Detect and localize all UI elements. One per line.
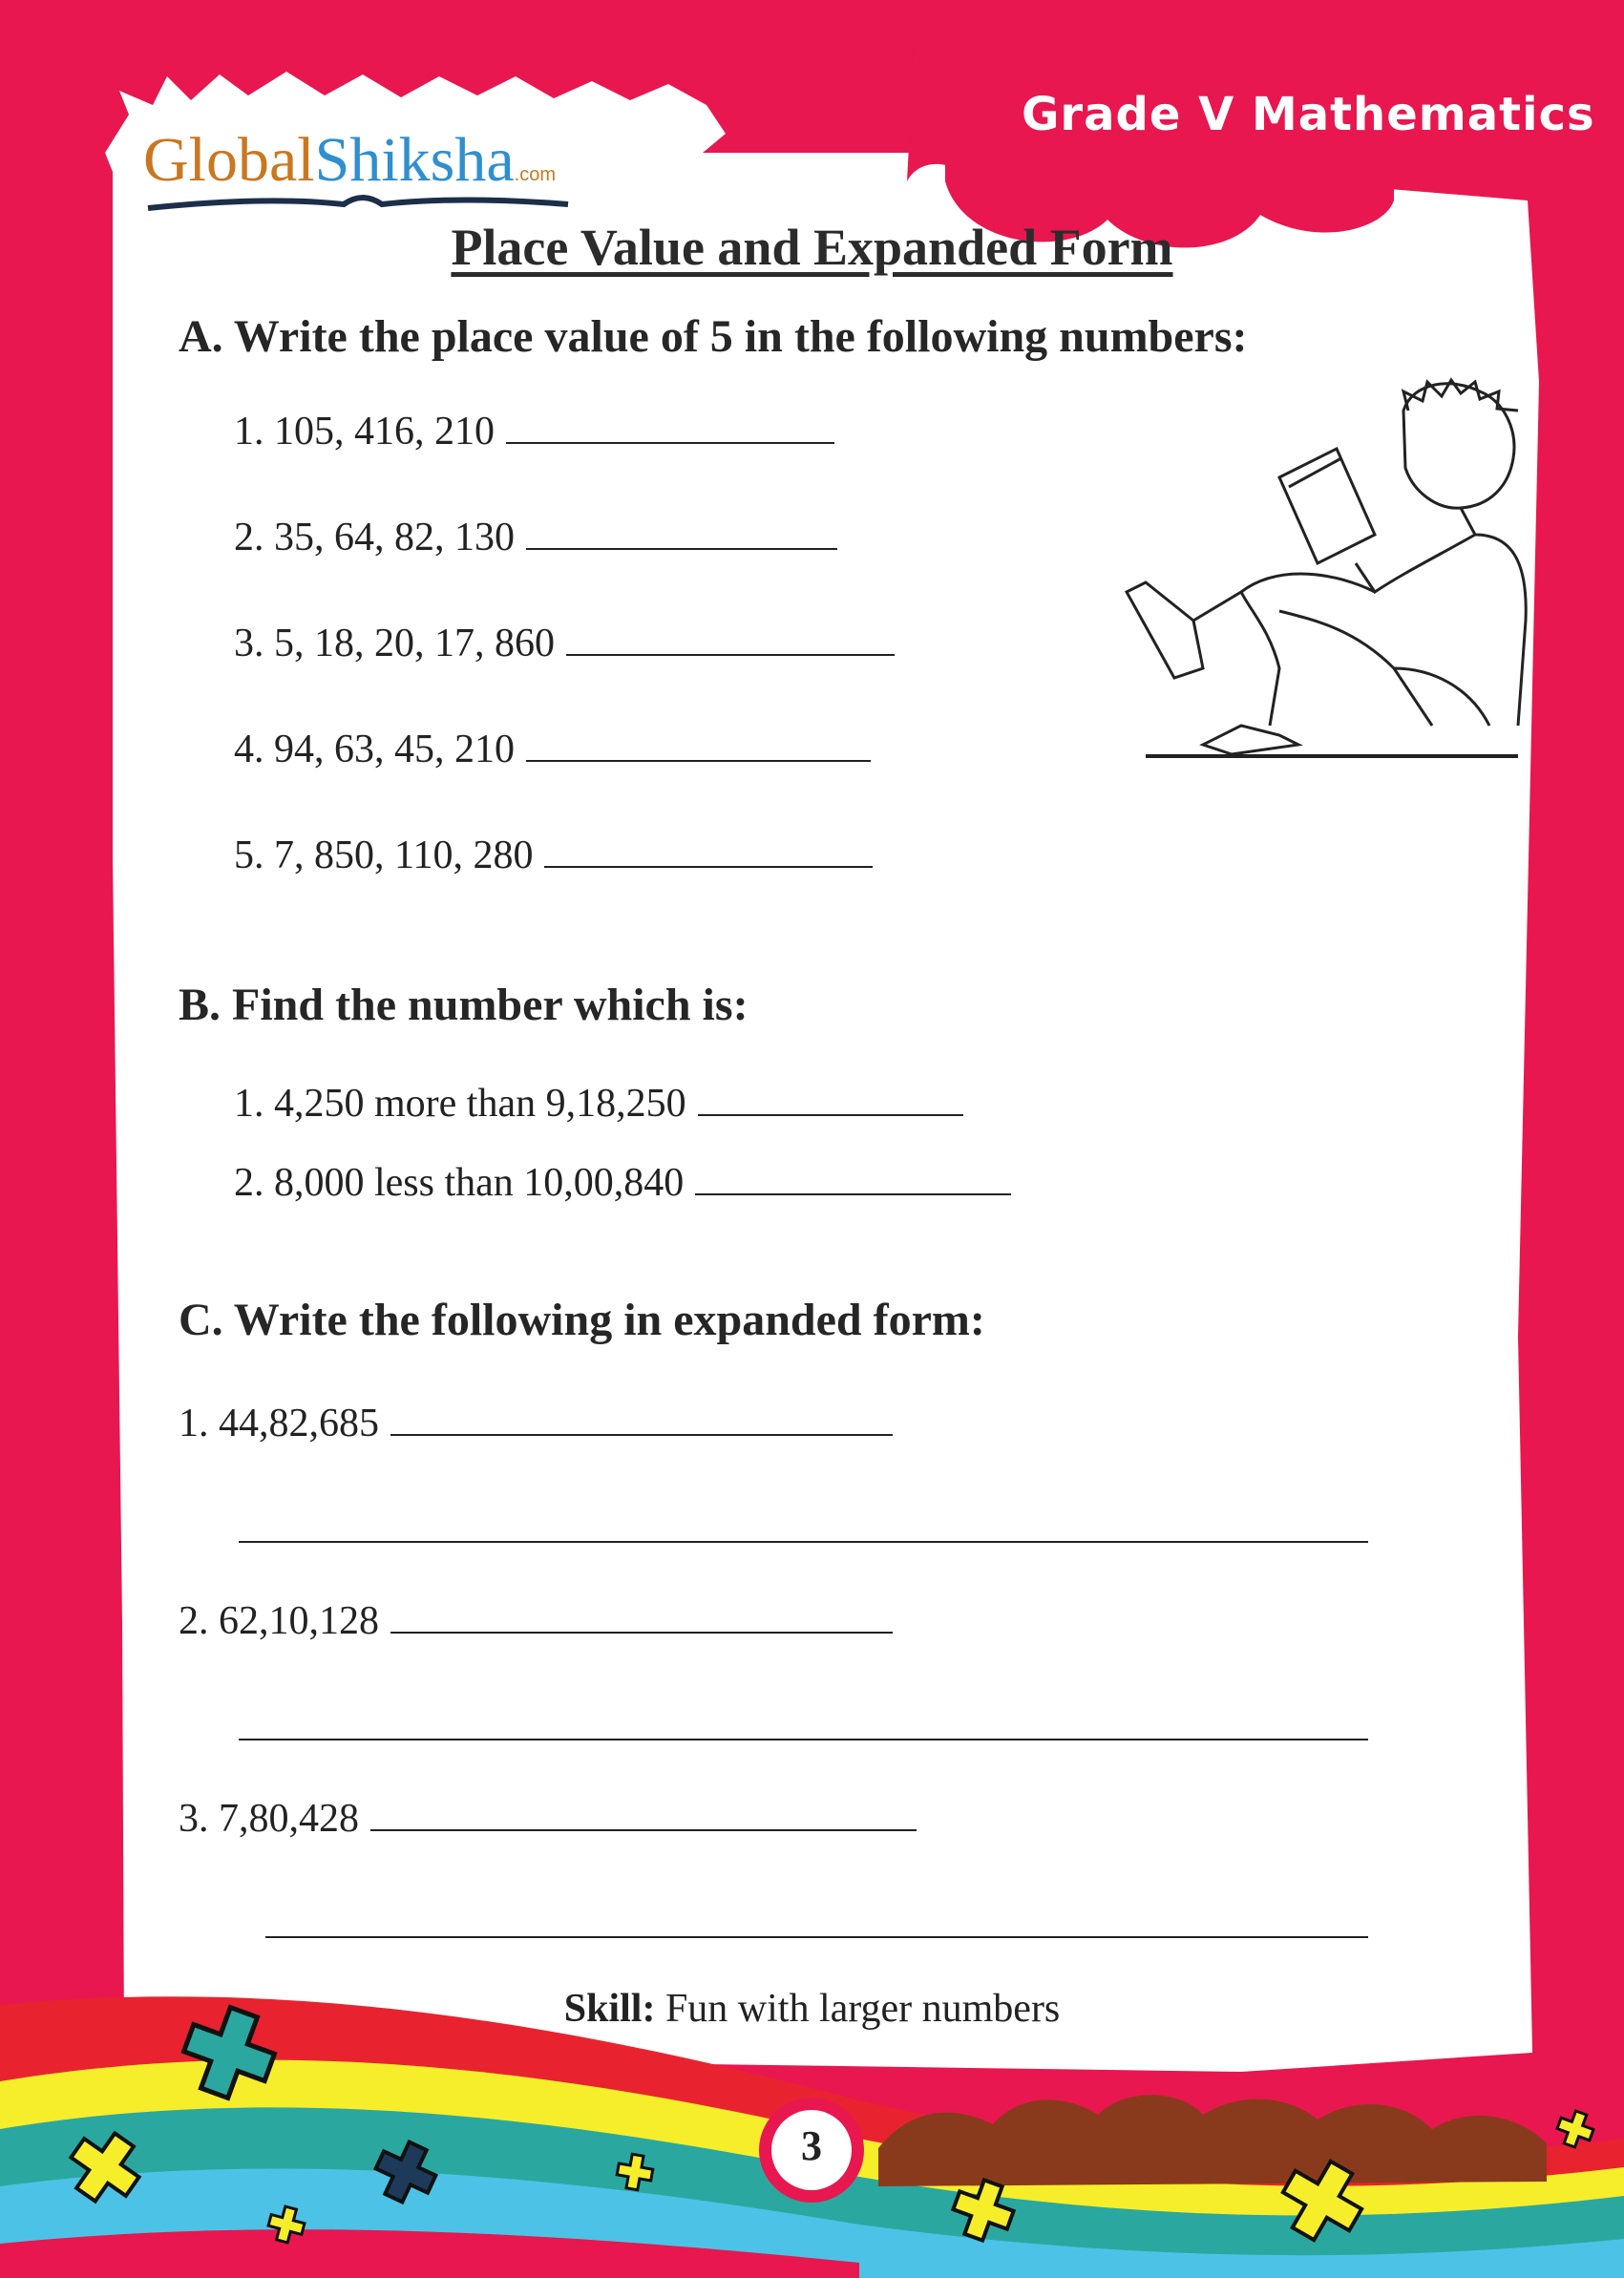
page-title: Place Value and Expanded Form bbox=[451, 219, 1173, 276]
section-a-item bbox=[234, 727, 871, 772]
section-b-item bbox=[234, 1081, 963, 1127]
answer-blank[interactable] bbox=[390, 1433, 893, 1436]
section-c-item bbox=[179, 1598, 893, 1644]
question-text: 2. 62,10,128 bbox=[179, 1599, 379, 1643]
section-a-item bbox=[234, 833, 873, 878]
page-number: 3 bbox=[801, 2122, 822, 2169]
section-a-item bbox=[234, 409, 834, 454]
answer-blank[interactable] bbox=[390, 1631, 893, 1634]
question-text: 2. 35, 64, 82, 130 bbox=[234, 516, 515, 559]
skill-text: Fun with larger numbers bbox=[664, 1987, 1061, 2031]
question-text: 5. 7, 850, 110, 280 bbox=[234, 833, 534, 877]
section-c-heading: C. Write the following in expanded form: bbox=[179, 1295, 985, 1345]
skill-caption bbox=[0, 1986, 1624, 2032]
skill-label: Skill: bbox=[563, 1987, 656, 2031]
answer-blank[interactable] bbox=[370, 1828, 917, 1831]
logo-part2: Shiksha bbox=[314, 125, 515, 195]
question-text: 3. 7,80,428 bbox=[179, 1797, 359, 1841]
answer-line[interactable] bbox=[239, 1739, 1368, 1740]
grade-title: Grade V Mathematics bbox=[1022, 88, 1595, 141]
answer-blank[interactable] bbox=[695, 1192, 1011, 1195]
question-text: 3. 5, 18, 20, 17, 860 bbox=[234, 622, 555, 665]
answer-blank[interactable] bbox=[698, 1113, 963, 1116]
answer-blank[interactable] bbox=[526, 547, 837, 550]
section-a-item bbox=[234, 621, 895, 666]
question-text: 4. 94, 63, 45, 210 bbox=[234, 728, 515, 771]
section-b-item bbox=[234, 1160, 1011, 1206]
question-text: 1. 4,250 more than 9,18,250 bbox=[234, 1082, 686, 1126]
answer-blank[interactable] bbox=[566, 653, 895, 656]
answer-line[interactable] bbox=[265, 1936, 1368, 1938]
logo bbox=[143, 124, 556, 197]
answer-blank[interactable] bbox=[526, 759, 871, 762]
section-a-heading: A. Write the place value of 5 in the following numbers: bbox=[179, 311, 1248, 362]
section-b-heading: B. Find the number which is: bbox=[179, 980, 749, 1030]
answer-line[interactable] bbox=[239, 1541, 1368, 1543]
logo-suffix: .com bbox=[514, 164, 557, 185]
logo-part1: Global bbox=[143, 125, 315, 195]
question-text: 2. 8,000 less than 10,00,840 bbox=[234, 1161, 685, 1205]
section-c-item bbox=[179, 1796, 917, 1842]
question-text: 1. 44,82,685 bbox=[179, 1402, 379, 1445]
section-a-item bbox=[234, 515, 837, 560]
answer-blank[interactable] bbox=[506, 441, 834, 444]
answer-blank[interactable] bbox=[544, 865, 873, 868]
section-c-item bbox=[179, 1401, 893, 1446]
brown-bushes bbox=[878, 2095, 1547, 2186]
question-text: 1. 105, 416, 210 bbox=[234, 410, 495, 453]
